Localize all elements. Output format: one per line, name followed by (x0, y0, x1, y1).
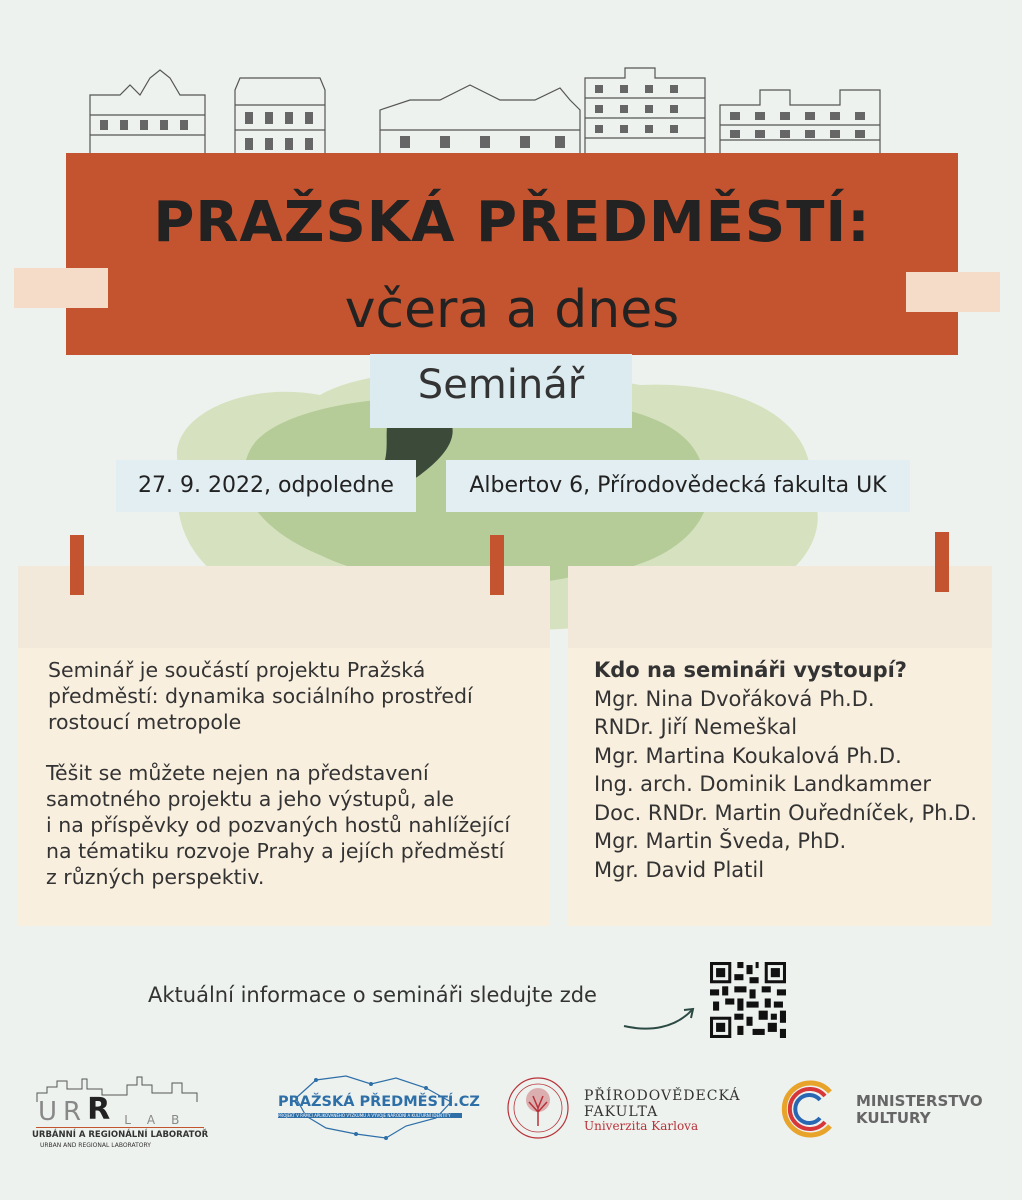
faculty-line-3: Univerzita Karlova (584, 1119, 699, 1133)
urrlab-letter: B (171, 1113, 180, 1127)
speaker-name: Mgr. Nina Dvořáková Ph.D. (594, 686, 875, 711)
ministry-line-1: MINISTERSTVO (856, 1092, 983, 1110)
pp-sub: PROJEKT V RÁMCI APLIKOVANÉHO VÝZKUMU A VÝVOJE NÁRODNÍ A KULTURNÍ IDENTITY (278, 1113, 462, 1118)
speakers-section (594, 656, 994, 884)
urrlab-letter: U (38, 1097, 58, 1127)
faculty-line-1: PŘÍRODOVĚDECKÁ (584, 1088, 741, 1104)
program-line: na tématiku rozvoje Prahy a jejích předměstí (46, 839, 505, 863)
program-line: z různých perspektiv. (46, 865, 265, 889)
speaker-name: Ing. arch. Dominik Landkammer (594, 772, 932, 796)
speaker-name: RNDr. Jiří Nemeškal (594, 715, 798, 739)
date-pill: 27. 9. 2022, odpoledne (116, 460, 416, 512)
left-card-peg-1 (70, 535, 84, 595)
program-line: Těšit se můžete nejen na představení (46, 761, 429, 785)
urrlab-letter: L (124, 1113, 131, 1127)
speaker-name: Mgr. David Platil (594, 857, 765, 882)
skyline-illustration (80, 60, 900, 160)
urrlab-letter: A (146, 1113, 156, 1127)
desc-line: Seminář je součástí projektu Pražská (48, 658, 426, 682)
left-card-top-flap (18, 566, 550, 648)
desc-line: rostoucí metropole (48, 710, 242, 734)
speaker-name: Mgr. Martina Koukalová Ph.D. (594, 743, 902, 768)
urrlab-logo (32, 1075, 207, 1155)
urrlab-letter: R (63, 1097, 82, 1127)
title-line-2: včera a dnes (344, 280, 680, 340)
left-card-peg-2 (490, 535, 504, 595)
qr-code-icon[interactable] (710, 962, 786, 1038)
urrlab-name-en: URBAN AND REGIONAL LABORATORY (40, 1142, 151, 1149)
desc-line: předměstí: dynamika sociálního prostředí (48, 684, 473, 708)
seminar-label: Seminář (417, 362, 585, 408)
program-line: samotného projektu a jeho výstupů, ale (46, 787, 455, 811)
program-description (46, 760, 536, 890)
pp-name: PRAŽSKÁ PŘEDMĚSTÍ.CZ (278, 1094, 480, 1110)
ministry-line-2: KULTURY (856, 1109, 931, 1127)
program-line: i na příspěvky od pozvaných hostů nahlížející (46, 813, 511, 837)
speaker-name: Mgr. Martin Šveda, PhD. (594, 829, 847, 853)
title-line-1: PRAŽSKÁ PŘEDMĚSTÍ: (153, 190, 871, 255)
speakers-heading: Kdo na semináři vystoupí? (594, 658, 907, 682)
location-pill: Albertov 6, Přírodovědecká fakulta UK (446, 460, 910, 512)
right-card-top-flap (568, 566, 992, 648)
urrlab-letter: R (87, 1092, 111, 1127)
faculty-line-2: FAKULTA (584, 1104, 659, 1120)
faculty-logo (503, 1076, 753, 1140)
info-text: Aktuální informace o semináři sledujte zde (148, 983, 597, 1007)
speaker-name: Doc. RNDr. Martin Ouředníček, Ph.D. (594, 800, 977, 825)
right-card-peg (935, 532, 949, 592)
ministry-logo (780, 1078, 1000, 1140)
arrow-icon (620, 1000, 700, 1036)
ministry-c-icon (780, 1078, 842, 1140)
faculty-tree-seal-icon (503, 1076, 573, 1140)
project-description (48, 657, 538, 735)
prazska-predmesti-logo (276, 1068, 480, 1146)
urrlab-name: URBÁNNÍ A REGIONÁLNÍ LABORATOŘ (32, 1130, 209, 1140)
